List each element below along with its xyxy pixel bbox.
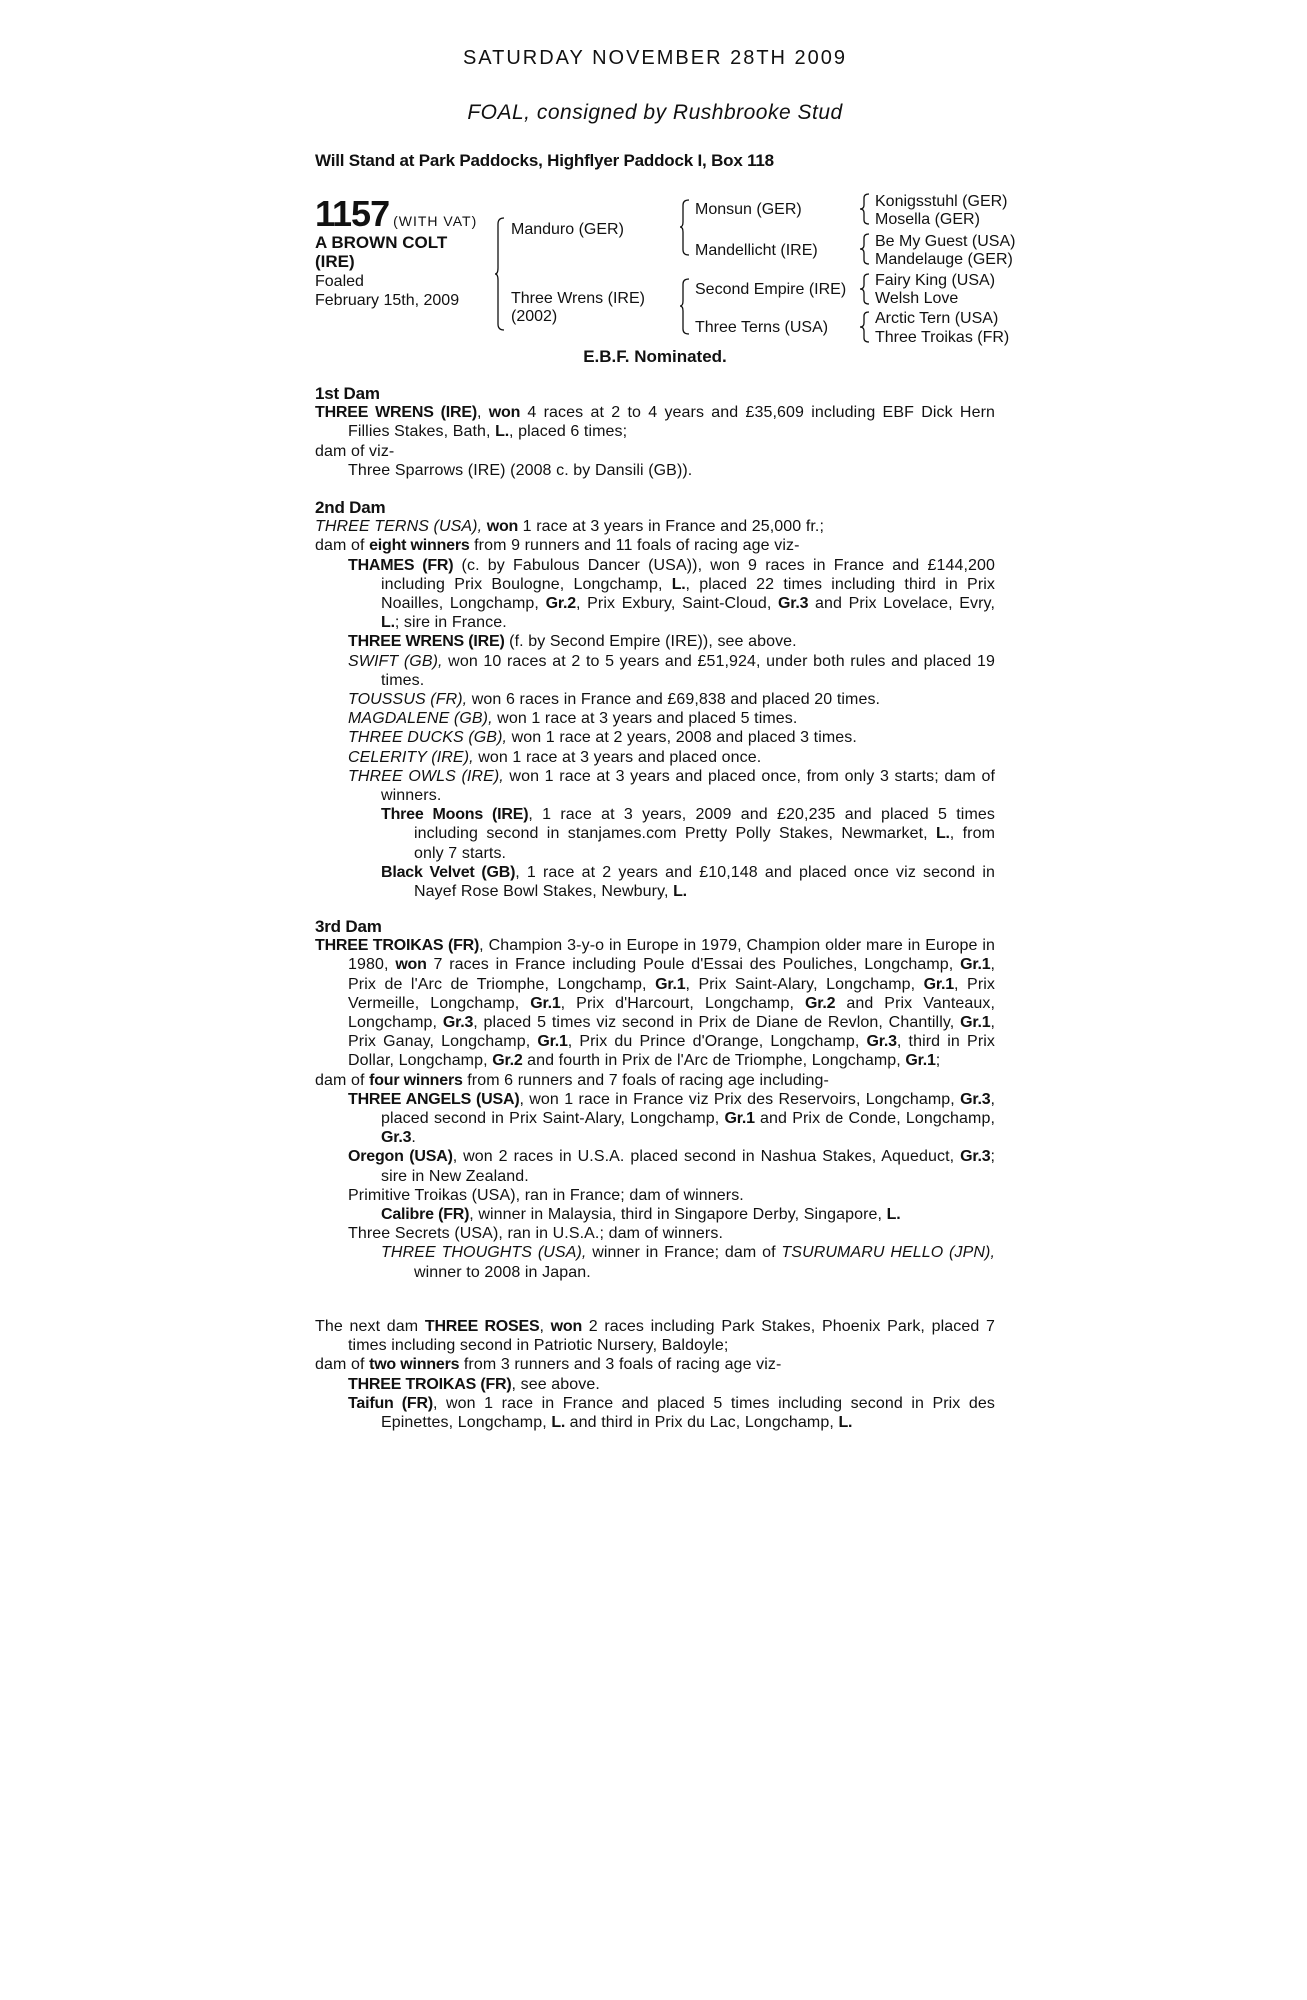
sale-date: SATURDAY NOVEMBER 28TH 2009 <box>462 47 848 69</box>
pedigree-g5: Fairy King (USA) <box>875 272 996 289</box>
produce-celerity: CELERITY (IRE), won 1 race at 3 years and placed once. <box>348 748 762 766</box>
third-dam-heading: 3rd Dam <box>315 917 382 936</box>
produce-three-owls: THREE OWLS (IRE), won 1 race at 3 years and placed once, from only 3 starts; dam of winners. <box>348 767 995 805</box>
next-dam-section <box>315 1317 995 1432</box>
pedigree-g7: Arctic Tern (USA) <box>875 310 999 327</box>
produce-three-secrets: Three Secrets (USA), ran in U.S.A.; dam of winners. <box>348 1225 724 1243</box>
produce-toussus: TOUSSUS (FR), won 6 races in France and £69,838 and placed 20 times. <box>348 691 881 709</box>
pedigree-g3: Be My Guest (USA) <box>875 233 1016 250</box>
pedigree-brace-g4 <box>860 312 870 342</box>
produce-taifun: Taifun (FR), won 1 race in France and placed 5 times including second in Prix des Epinettes, Longchamp, L. and third in Prix du Lac, Longchamp, L. <box>348 1394 995 1432</box>
produce-black-velvet: Black Velvet (GB), 1 race at 2 years and £10,148 and placed once viz second in Nayef Rose Bowl Stakes, Newbury, L. <box>381 863 995 901</box>
lot-description-line1: A BROWN COLT <box>315 233 448 252</box>
produce-three-ducks: THREE DUCKS (GB), won 1 race at 2 years, 2008 and placed 3 times. <box>348 729 857 747</box>
produce-swift: SWIFT (GB), won 10 races at 2 to 5 years and £51,924, under both rules and placed 19 times. <box>348 652 995 689</box>
pedigree-brace-g1 <box>860 194 870 224</box>
produce-three-moons: Three Moons (IRE), 1 race at 3 years, 2009 and £20,235 and placed 5 times including second in stanjames.com Pretty Polly Stakes, Newmarket, L., from only 7 starts. <box>381 806 995 862</box>
lot-description-line2: (IRE) <box>315 252 355 271</box>
pedigree-dam-dam: Three Terns (USA) <box>695 319 829 336</box>
stand-location: Will Stand at Park Paddocks, Highflyer Paddock I, Box 118 <box>315 151 774 170</box>
first-dam-section <box>315 384 995 480</box>
foaled-info <box>315 272 459 310</box>
produce-three-wrens: THREE WRENS (IRE) (f. by Second Empire (IRE)), see above. <box>348 633 797 651</box>
second-dam-produce-intro: dam of eight winners from 9 runners and 11 foals of racing age viz- <box>315 537 800 555</box>
foaled-date: February 15th, 2009 <box>315 292 460 309</box>
pedigree-brace-main <box>495 218 505 330</box>
pedigree-dam-name: Three Wrens (IRE) <box>511 290 645 307</box>
pedigree-g2: Mosella (GER) <box>875 211 980 228</box>
lot-number: 1157 <box>315 193 390 234</box>
lot-description <box>315 233 485 271</box>
consignor-line: FOAL, consigned by Rushbrooke Stud <box>467 101 843 124</box>
next-dam-produce-intro: dam of two winners from 3 runners and 3 foals of racing age viz- <box>315 1356 782 1374</box>
pedigree-brace-g2 <box>860 234 870 264</box>
pedigree-brace-dam <box>680 279 690 334</box>
produce-magdalene: MAGDALENE (GB), won 1 race at 3 years and placed 5 times. <box>348 710 798 728</box>
produce-primitive-troikas: Primitive Troikas (USA), ran in France; dam of winners. <box>348 1186 744 1204</box>
foaled-label: Foaled <box>315 273 364 290</box>
pedigree-g8: Three Troikas (FR) <box>875 329 1010 346</box>
ebf-nominated: E.B.F. Nominated. <box>583 347 727 366</box>
first-dam-record: THREE WRENS (IRE), won 4 races at 2 to 4 years and £35,609 including EBF Dick Hern Fillies Stakes, Bath, L., placed 6 times; <box>315 404 996 441</box>
pedigree-g1: Konigsstuhl (GER) <box>875 193 1008 210</box>
pedigree-dam <box>511 290 645 326</box>
pedigree-sire-sire: Monsun (GER) <box>695 201 802 218</box>
pedigree-sire-dam: Mandellicht (IRE) <box>695 242 818 259</box>
first-dam-heading: 1st Dam <box>315 384 380 403</box>
first-dam-produce-intro: dam of viz- <box>315 442 395 460</box>
first-dam-produce: Three Sparrows (IRE) (2008 c. by Dansili (GB)). <box>348 461 693 479</box>
produce-oregon: Oregon (USA), won 2 races in U.S.A. placed second in Nashua Stakes, Aqueduct, Gr.3; sire in New Zealand. <box>348 1148 996 1185</box>
pedigree-sire: Manduro (GER) <box>511 221 624 238</box>
next-dam-record: The next dam THREE ROSES, won 2 races including Park Stakes, Phoenix Park, placed 7 times including second in Patriotic Nursery, Baldoyle; <box>315 1318 996 1355</box>
produce-three-troikas: THREE TROIKAS (FR), see above. <box>348 1375 600 1393</box>
pedigree-brace-g3 <box>860 274 870 304</box>
lot-number-line <box>315 193 477 235</box>
pedigree-g4: Mandelauge (GER) <box>875 251 1013 268</box>
third-dam-section <box>315 917 995 1282</box>
second-dam-record: THREE TERNS (USA), won 1 race at 3 years in France and 25,000 fr.; <box>315 518 825 536</box>
produce-three-angels: THREE ANGELS (USA), won 1 race in France viz Prix des Reservoirs, Longchamp, Gr.3, placed second in Prix Saint-Alary, Longchamp, Gr.1 and Prix de Conde, Longchamp, Gr.3. <box>348 1090 995 1147</box>
second-dam-section <box>315 498 995 901</box>
third-dam-record: THREE TROIKAS (FR), Champion 3-y-o in Europe in 1979, Champion older mare in Europe in 1980, won 7 races in France including Poule d'Essai des Pouliches, Longchamp, Gr.1, Prix de l'Arc de Triomphe, Longchamp, Gr.1, Prix Saint-Alary, Longchamp, Gr.1, Prix Vermeille, Longchamp, Gr.1, Prix d'Harcourt, Longchamp, Gr.2 and Prix Vanteaux, Longchamp, Gr.3, placed 5 times viz second in Prix de Diane de Revlon, Chantilly, Gr.1, Prix Ganay, Longchamp, Gr.1, Prix du Prince d'Orange, Longchamp, Gr.3, third in Prix Dollar, Longchamp, Gr.2 and fourth in Prix de l'Arc de Triomphe, Longchamp, Gr.1; <box>315 937 996 1070</box>
pedigree-dam-year: (2002) <box>511 308 558 325</box>
vat-note: (WITH VAT) <box>393 213 478 229</box>
pedigree-g6: Welsh Love <box>875 290 959 307</box>
produce-calibre: Calibre (FR), winner in Malaysia, third in Singapore Derby, Singapore, L. <box>381 1206 901 1224</box>
pedigree-dam-sire: Second Empire (IRE) <box>695 281 847 298</box>
produce-thames: THAMES (FR) (c. by Fabulous Dancer (USA)), won 9 races in France and £144,200 including Prix Boulogne, Longchamp, L., placed 22 times including third in Prix Noailles, Longchamp, Gr.2, Prix Exbury, Saint-Cloud, Gr.3 and Prix Lovelace, Evry, L.; sire in France. <box>348 556 996 632</box>
produce-three-thoughts: THREE THOUGHTS (USA), winner in France; dam of TSURUMARU HELLO (JPN), winner to 2008 in Japan. <box>381 1244 995 1281</box>
pedigree-brace-sire <box>680 200 690 255</box>
third-dam-produce-intro: dam of four winners from 6 runners and 7 foals of racing age including- <box>315 1071 829 1089</box>
second-dam-heading: 2nd Dam <box>315 498 386 517</box>
